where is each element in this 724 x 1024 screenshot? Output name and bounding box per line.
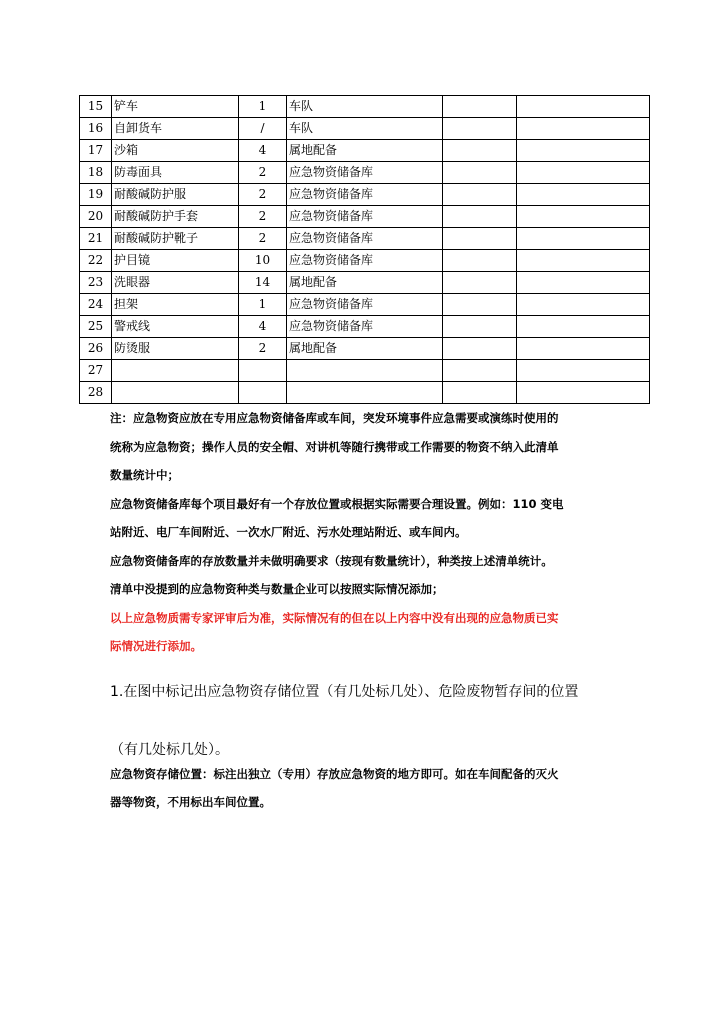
row-number: 15 [80,96,112,118]
table-row [80,294,650,316]
item-name: 耐酸碱防护靴子 [112,228,239,250]
empty-cell [517,96,650,118]
note-line: 统称为应急物资；操作人员的安全帽、对讲机等随行携带或工作需要的物资不纳入此清单 [110,439,559,454]
item-location: 车队 [287,118,443,140]
row-number: 19 [80,184,112,206]
empty-cell [517,316,650,338]
item-location: 应急物资储备库 [287,250,443,272]
row-number: 17 [80,140,112,162]
table-row [80,140,650,162]
empty-cell [517,360,650,382]
table-row [80,382,650,404]
note-line: 注：应急物资应放在专用应急物资储备库或车间，突发环境事件应急需要或演练时使用的 [110,411,559,425]
empty-cell [517,338,650,360]
emergency-materials-table [79,95,650,404]
table-row [80,184,650,206]
item-quantity [239,382,287,404]
item-name: 铲车 [112,96,239,118]
item-name: 担架 [112,294,239,316]
note-line: 站附近、电厂车间附近、一次水厂附近、污水处理站附近、或车间内。 [110,525,467,539]
empty-cell [443,184,517,206]
empty-cell [517,118,650,140]
row-number: 21 [80,228,112,250]
row-number: 16 [80,118,112,140]
empty-cell [443,162,517,184]
item-name: 自卸货车 [112,118,239,140]
item-name [112,382,239,404]
task-line: （有几处标几处）。 [110,742,229,758]
item-name [112,360,239,382]
table-row [80,272,650,294]
empty-cell [443,118,517,140]
row-number: 26 [80,338,112,360]
item-location: 应急物资储备库 [287,294,443,316]
table-row [80,316,650,338]
item-quantity: 1 [239,294,287,316]
row-number: 27 [80,360,112,382]
table-row [80,360,650,382]
item-name: 耐酸碱防护服 [112,184,239,206]
item-quantity: / [239,118,287,140]
item-name: 防毒面具 [112,162,239,184]
item-quantity: 14 [239,272,287,294]
item-name: 护目镜 [112,250,239,272]
item-name: 警戒线 [112,316,239,338]
task-line: 1.在图中标记出应急物资存储位置（有几处标几处）、危险废物暂存间的位置 [110,684,579,700]
row-number: 18 [80,162,112,184]
table-body [80,96,650,404]
item-location: 属地配备 [287,272,443,294]
empty-cell [517,162,650,184]
note-line: 应急物资储备库的存放数量并未做明确要求（按现有数量统计），种类按上述清单统计。 [110,553,553,568]
empty-cell [517,206,650,228]
empty-cell [517,250,650,272]
item-name: 沙箱 [112,140,239,162]
empty-cell [517,272,650,294]
item-location: 应急物资储备库 [287,316,443,338]
item-location: 应急物资储备库 [287,206,443,228]
item-name: 洗眼器 [112,272,239,294]
empty-cell [443,272,517,294]
table-row [80,118,650,140]
table-row [80,338,650,360]
empty-cell [443,206,517,228]
empty-cell [443,228,517,250]
row-number: 28 [80,382,112,404]
empty-cell [517,382,650,404]
item-quantity: 10 [239,250,287,272]
row-number: 20 [80,206,112,228]
empty-cell [517,140,650,162]
row-number: 23 [80,272,112,294]
note-line: 应急物资储备库每个项目最好有一个存放位置或根据实际需要合理设置。例如：110 变电 [110,496,564,511]
table-row [80,250,650,272]
item-location [287,382,443,404]
table-row [80,228,650,250]
row-number: 24 [80,294,112,316]
empty-cell [517,228,650,250]
row-number: 22 [80,250,112,272]
note-line: 数量统计中； [110,468,179,482]
item-location: 应急物资储备库 [287,184,443,206]
answer-section [110,760,630,816]
table-row [80,162,650,184]
item-quantity: 2 [239,338,287,360]
empty-cell [443,96,517,118]
item-quantity: 2 [239,184,287,206]
item-quantity: 2 [239,228,287,250]
item-location [287,360,443,382]
empty-cell [517,294,650,316]
answer-line: 应急物资存储位置：标注出独立（专用）存放应急物资的地方即可。如在车间配备的灭火 [110,767,559,781]
empty-cell [443,382,517,404]
item-location: 应急物资储备库 [287,228,443,250]
empty-cell [443,140,517,162]
table-row [80,96,650,118]
item-location: 属地配备 [287,338,443,360]
answer-line: 器等物资，不用标出车间位置。 [110,795,271,809]
item-location: 应急物资储备库 [287,162,443,184]
red-note-line: 以上应急物质需专家评审后为准，实际情况有的但在以上内容中没有出现的应急物质已实 [110,610,559,625]
notes-section [110,404,630,661]
empty-cell [443,338,517,360]
note-line: 清单中没提到的应急物资种类与数量企业可以按照实际情况添加； [110,582,444,596]
red-note-line: 际情况进行添加。 [110,639,202,653]
item-location: 车队 [287,96,443,118]
item-quantity: 4 [239,140,287,162]
empty-cell [443,250,517,272]
item-quantity [239,360,287,382]
empty-cell [517,184,650,206]
item-quantity: 1 [239,96,287,118]
empty-cell [443,360,517,382]
row-number: 25 [80,316,112,338]
empty-cell [443,316,517,338]
empty-cell [443,294,517,316]
item-quantity: 4 [239,316,287,338]
item-quantity: 2 [239,206,287,228]
item-quantity: 2 [239,162,287,184]
table-row [80,206,650,228]
item-name: 耐酸碱防护手套 [112,206,239,228]
item-name: 防烫服 [112,338,239,360]
item-location: 属地配备 [287,140,443,162]
